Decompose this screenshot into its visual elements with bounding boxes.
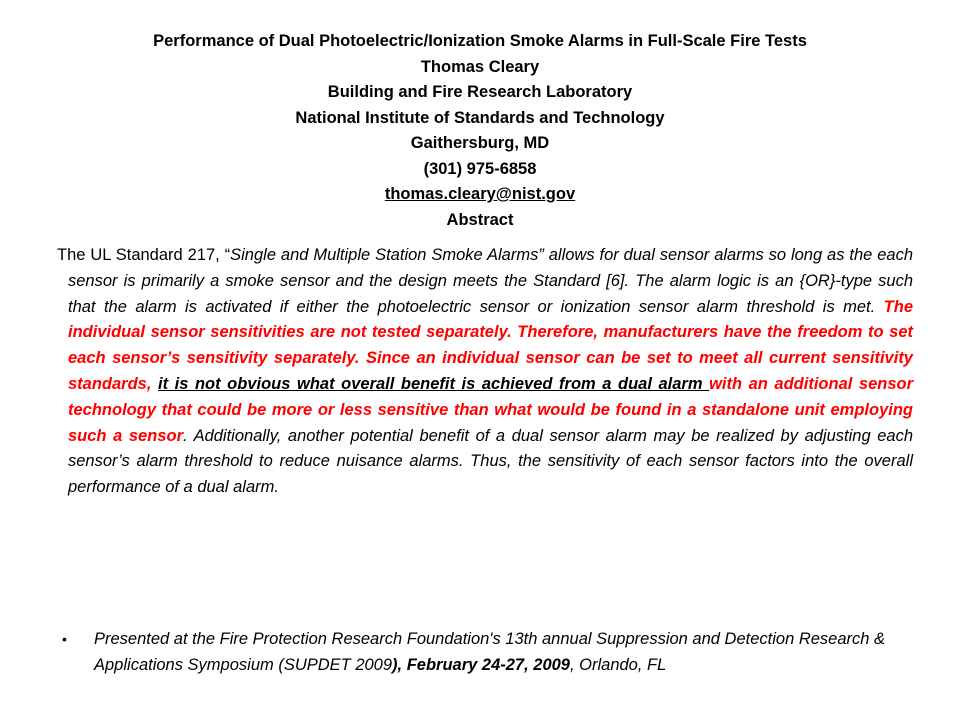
presentation-location: , Orlando, FL: [569, 655, 667, 674]
title-block: [40, 29, 920, 233]
abstract-conclusion: . Additionally, another potential benefit of a dual sensor alarm may be realized by adjusting each sensor’s alarm threshold to reduce nuisance alarms. Thus, the sensitivity of each sensor factors into the overall performance of a dual alarm.: [68, 426, 914, 497]
abstract-intro: The UL Standard 217, “: [57, 246, 231, 264]
abstract-paragraph: [57, 243, 913, 501]
presentation-venue: Presented at the Fire Protection Research Foundation's 13th annual Suppression and Detection Research & Applications Symposium (SUPDET 2009: [94, 630, 886, 674]
abstract-standard-description: Single and Multiple Station Smoke Alarms” allows for dual sensor alarms so long as the each sensor is primarily a smoke sensor and the design meets the Standard [6]. The alarm logic is an {OR}-type such that the alarm is activated if either the photoelectric sensor or ionization sensor alarm threshold is met.: [68, 246, 914, 316]
abstract-underlined-claim: it is not obvious what overall benefit is achieved from a dual alarm: [158, 374, 710, 393]
phone-number: (301) 975-6858: [423, 159, 537, 178]
author-name: Thomas Cleary: [420, 57, 540, 76]
abstract-emphasis-sensitivity: The individual sensor sensitivities are not tested separately. Therefore, manufacturers have the freedom to set each sensor’s sensitivity separately. Since an individual sensor can be set to meet all current sensitivity standards,: [68, 297, 913, 393]
lab-name: Building and Fire Research Laboratory: [327, 83, 633, 101]
institute-name: National Institute of Standards and Technology: [295, 108, 665, 127]
abstract-heading: Abstract: [446, 210, 514, 229]
bullet-icon: •: [62, 631, 67, 647]
presentation-note: [94, 627, 914, 679]
presentation-dates: ), February 24-27, 2009: [392, 655, 570, 674]
paper-title: Performance of Dual Photoelectric/Ionization Smoke Alarms in Full-Scale Fire Tests: [153, 32, 807, 50]
email-link[interactable]: thomas.cleary@nist.gov: [384, 185, 576, 203]
abstract-emphasis-sensor: with an additional sensor technology that could be more or less sensitive than what would be found in a standalone unit employing such a sensor: [68, 374, 914, 445]
city-line: Gaithersburg, MD: [410, 134, 550, 152]
